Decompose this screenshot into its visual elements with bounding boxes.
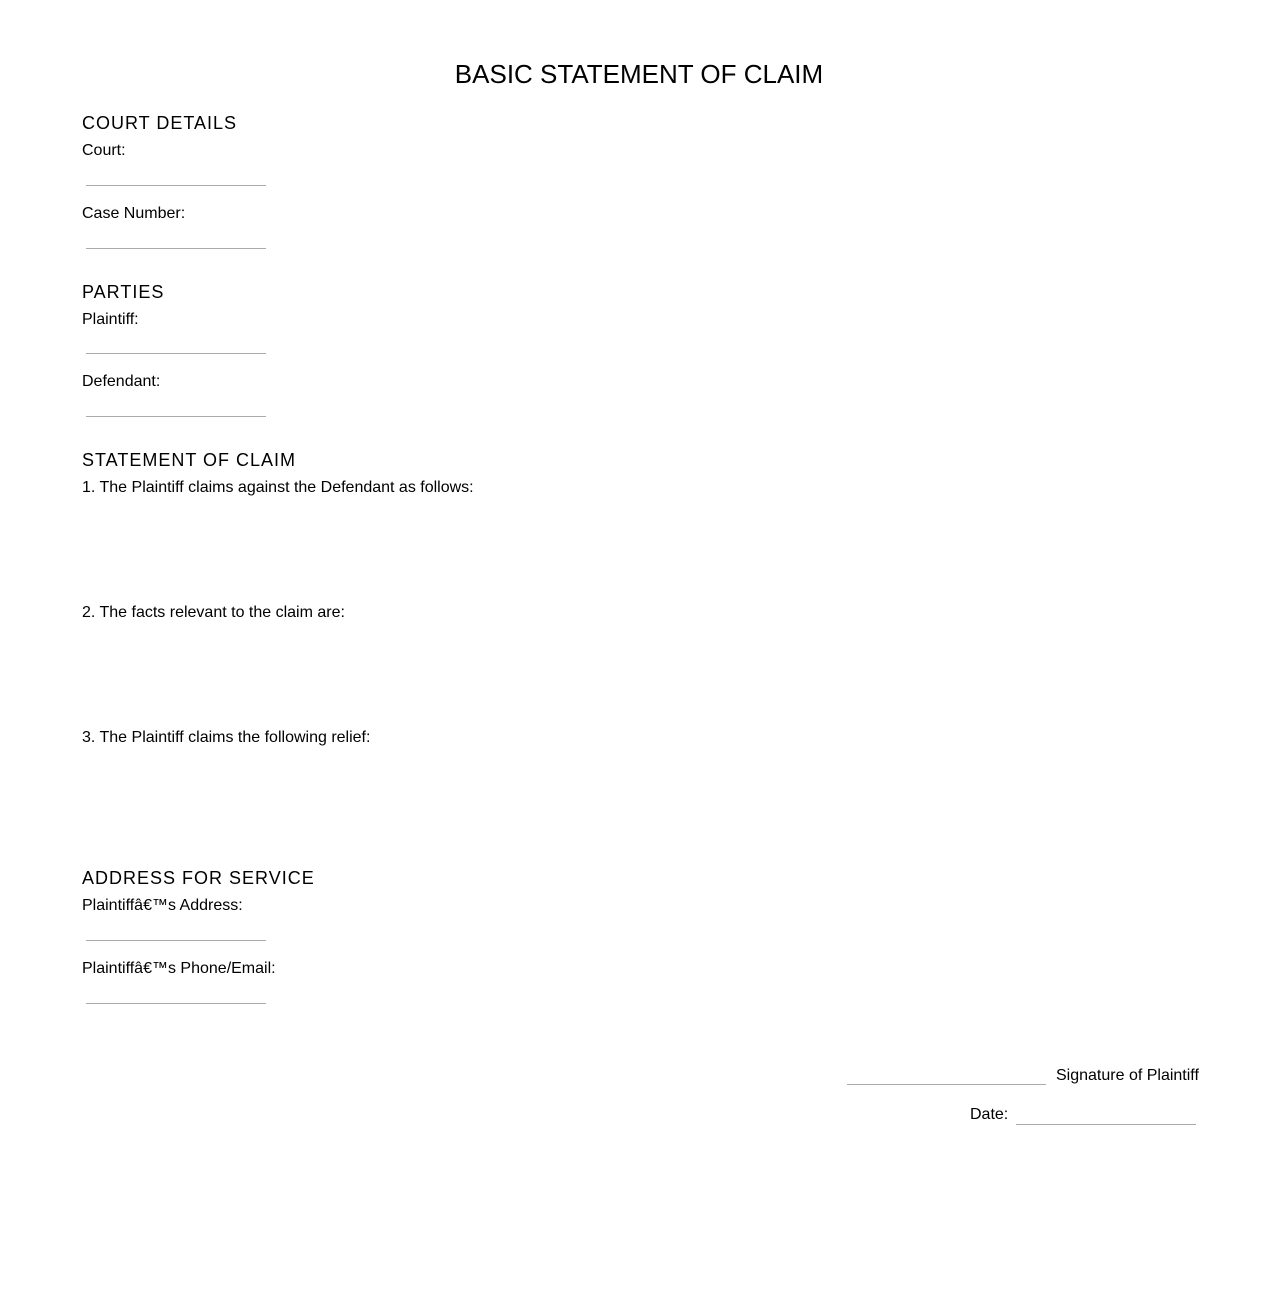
case-number-field[interactable] — [86, 248, 266, 249]
defendant-field[interactable] — [86, 416, 266, 417]
claim-item-2-textarea[interactable] — [82, 628, 1200, 722]
plaintiff-label: Plaintiff: — [82, 311, 139, 328]
plaintiff-contact-label: Plaintiffâ€™s Phone/Email: — [82, 960, 276, 977]
claim-item-3-textarea[interactable] — [82, 753, 1200, 847]
plaintiff-address-label: Plaintiffâ€™s Address: — [82, 897, 243, 914]
claim-item-2-label: 2. The facts relevant to the claim are: — [82, 604, 345, 621]
plaintiff-field[interactable] — [86, 353, 266, 354]
section-heading-court-details: COURT DETAILS — [82, 113, 238, 133]
defendant-label: Defendant: — [82, 373, 161, 390]
date-field[interactable] — [1016, 1124, 1196, 1125]
court-field[interactable] — [86, 185, 266, 186]
section-heading-statement-of-claim: STATEMENT OF CLAIM — [82, 450, 297, 470]
signature-field[interactable] — [847, 1084, 1046, 1085]
plaintiff-contact-field[interactable] — [86, 1003, 266, 1004]
claim-item-1-textarea[interactable] — [82, 503, 1200, 597]
claim-item-3-label: 3. The Plaintiff claims the following relief: — [82, 729, 371, 746]
case-number-label: Case Number: — [82, 205, 186, 222]
section-heading-parties: PARTIES — [82, 282, 165, 302]
claim-item-1-label: 1. The Plaintiff claims against the Defendant as follows: — [82, 479, 474, 496]
court-label: Court: — [82, 142, 126, 159]
section-heading-address-for-service: ADDRESS FOR SERVICE — [82, 868, 315, 888]
signature-label: Signature of Plaintiff — [1056, 1067, 1199, 1084]
document-title: BASIC STATEMENT OF CLAIM — [454, 59, 824, 89]
plaintiff-address-field[interactable] — [86, 940, 266, 941]
date-label: Date: — [970, 1106, 1009, 1123]
